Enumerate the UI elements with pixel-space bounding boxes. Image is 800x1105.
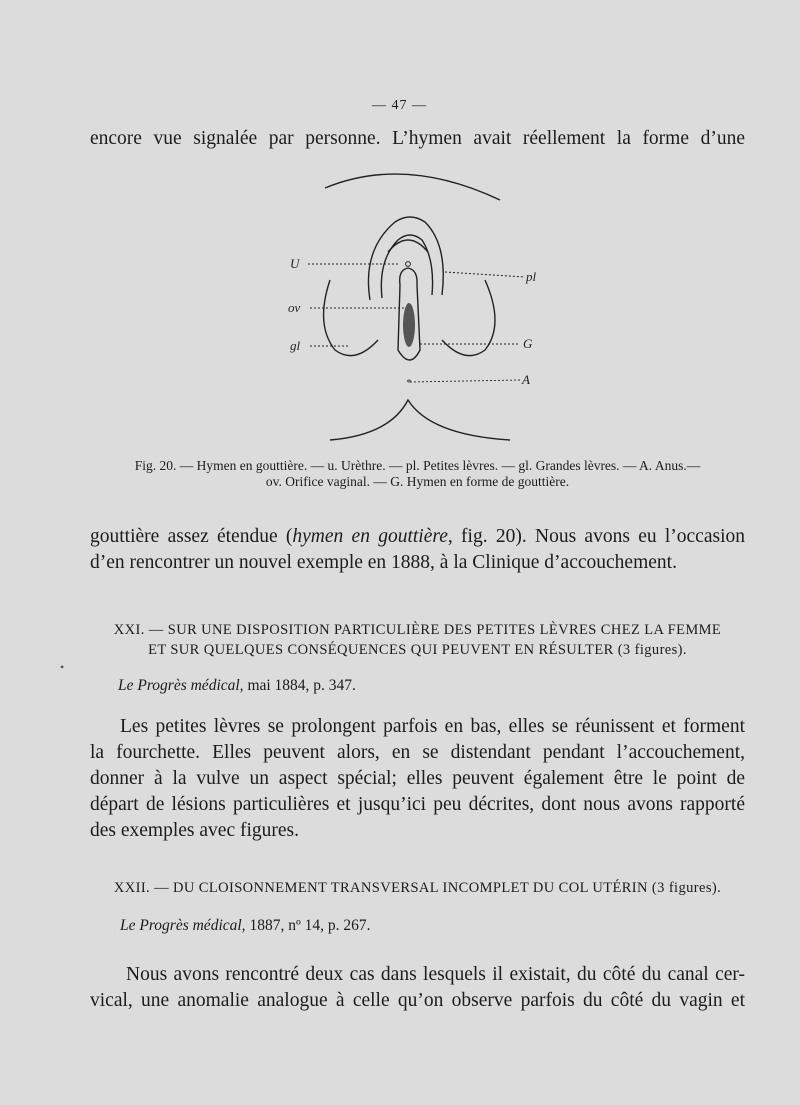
lower-contour bbox=[330, 400, 510, 440]
label-ov: ov bbox=[288, 300, 301, 315]
figure-caption-line2: ov. Orifice vaginal. — G. Hymen en forme de gouttière. bbox=[265, 474, 570, 489]
page-speck: • bbox=[60, 660, 65, 674]
section21-line2: la fourchette. Elles peuvent alors, en se distendant pendant l’accouchement, bbox=[90, 742, 745, 763]
section21-reference-journal: Le Progrès médical, bbox=[118, 677, 244, 694]
section22-line2: vical, une anomalie analogue à celle qu’on observe parfois du côté du vagin et bbox=[90, 990, 745, 1011]
paragraph1-line1 bbox=[90, 524, 745, 550]
section21-line4: départ de lésions particulières et jusqu’ici peu décrites, dont nous avons rapporté bbox=[90, 794, 745, 815]
section21-reference bbox=[118, 677, 356, 695]
section21-reference-rest: mai 1884, p. 347. bbox=[243, 677, 356, 694]
section21-line1: Les petites lèvres se prolongent parfois en bas, elles se réunissent et forment bbox=[120, 716, 745, 737]
svg-text:*: * bbox=[406, 377, 412, 389]
upper-contour bbox=[325, 174, 500, 200]
intro-line: encore vue signalée par personne. L’hymen avait réellement la forme d’une bbox=[90, 128, 745, 149]
section22-reference-journal: Le Progrès médical, bbox=[120, 917, 246, 934]
label-gl: gl bbox=[290, 338, 301, 353]
figure-hymen-diagram bbox=[270, 160, 560, 450]
section22-heading: XXII. — DU CLOISONNEMENT TRANSVERSAL INCOMPLET DU COL UTÉRIN (3 figures). bbox=[113, 880, 722, 896]
paragraph1-line1-end: fig. 20). Nous avons eu l’occasion bbox=[452, 526, 745, 547]
paragraph1-line1-start: gouttière assez étendue ( bbox=[90, 526, 293, 547]
section22-reference-rest: 1887, nº 14, p. 267. bbox=[245, 917, 371, 934]
section22-line1: Nous avons rencontré deux cas dans lesquels il existait, du côté du canal cer- bbox=[126, 964, 745, 985]
paragraph1-line2: d’en rencontrer un nouvel exemple en 1888, à la Clinique d’accouchement. bbox=[90, 552, 677, 573]
paragraph1-line1-italic: hymen en gouttière, bbox=[292, 526, 453, 547]
label-pl: pl bbox=[526, 269, 537, 284]
label-u: U bbox=[290, 256, 300, 271]
section22-reference bbox=[120, 917, 371, 935]
label-g: G bbox=[523, 336, 533, 351]
section21-heading-line2: ET SUR QUELQUES CONSÉQUENCES QUI PEUVENT EN RÉSULTER (3 figures). bbox=[148, 642, 687, 658]
figure-caption-line1: Fig. 20. — Hymen en gouttière. — u. Urèthre. — pl. Petites lèvres. — gl. Grandes lèvres. — A. Anus.— bbox=[134, 458, 701, 473]
grande-levre-left bbox=[324, 280, 378, 356]
vaginal-orifice-shading bbox=[403, 303, 415, 347]
section21-line3: donner à la vulve un aspect spécial; elles peuvent également être le point de bbox=[90, 768, 745, 789]
section21-line5: des exemples avec figures. bbox=[90, 820, 299, 841]
section21-heading-line1: XXI. — SUR UNE DISPOSITION PARTICULIÈRE DES PETITES LÈVRES CHEZ LA FEMME bbox=[113, 622, 722, 638]
page-number: — 47 — bbox=[372, 98, 427, 113]
label-a: A bbox=[522, 372, 530, 387]
